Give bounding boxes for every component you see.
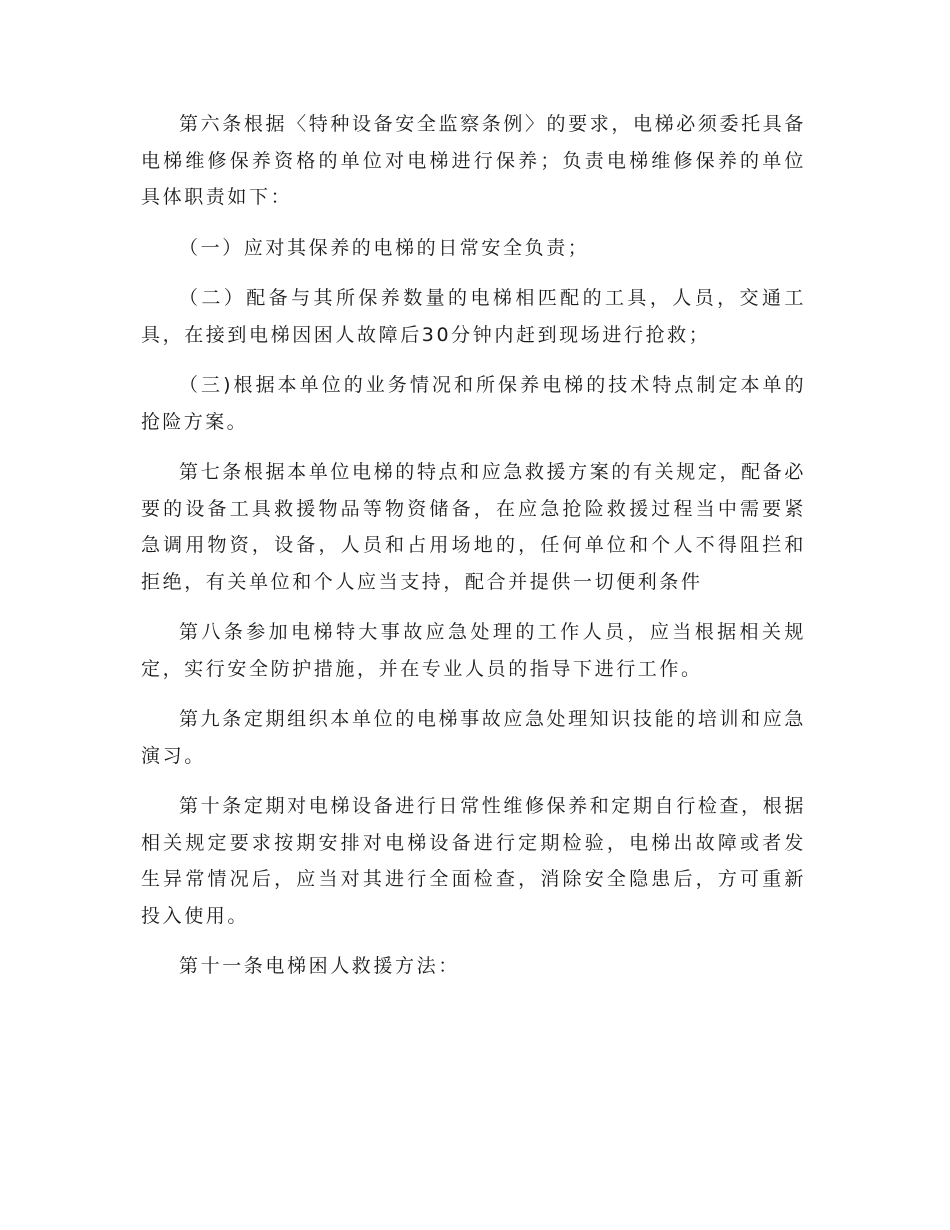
paragraph-article-6: 第六条根据〈特种设备安全监察条例〉的要求，电梯必须委托具备电梯维修保养资格的单位对电梯进行保养；负责电梯维修保养的单位具体职责如下： [141,113,806,208]
paragraph-item-1: （一）应对其保养的电梯的日常安全负责； [179,236,590,259]
paragraph-item-2: （二）配备与其所保养数量的电梯相匹配的工具，人员，交通工具，在接到电梯因困人故障后30分钟内赶到现场进行抢救； [141,287,806,346]
paragraph-article-10: 第十条定期对电梯设备进行日常性维修保养和定期自行检查，根据相关规定要求按期安排对电梯设备进行定期检验，电梯出故障或者发生异常情况后，应当对其进行全面检查，消除安全隐患后，方可重新投入使用。 [141,795,806,927]
paragraph-article-9: 第九条定期组织本单位的电梯事故应急处理知识技能的培训和应急演习。 [141,708,806,767]
document-page [141,106,806,999]
paragraph-article-11: 第十一条电梯困人救援方法： [179,955,460,977]
paragraph-article-7: 第七条根据本单位电梯的特点和应急救援方案的有关规定，配备必要的设备工具救援物品等物资储备，在应急抢险救援过程当中需要紧急调用物资，设备，人员和占用场地的，任何单位和个人不得阻拦和拒绝，有关单位和个人应当支持，配合并提供一切便利条件 [141,461,806,593]
paragraph-article-8: 第八条参加电梯特大事故应急处理的工作人员，应当根据相关规定，实行安全防护措施，并在专业人员的指导下进行工作。 [141,621,806,680]
paragraph-item-3: （三)根据本单位的业务情况和所保养电梯的技术特点制定本单的抢险方案。 [141,374,806,433]
